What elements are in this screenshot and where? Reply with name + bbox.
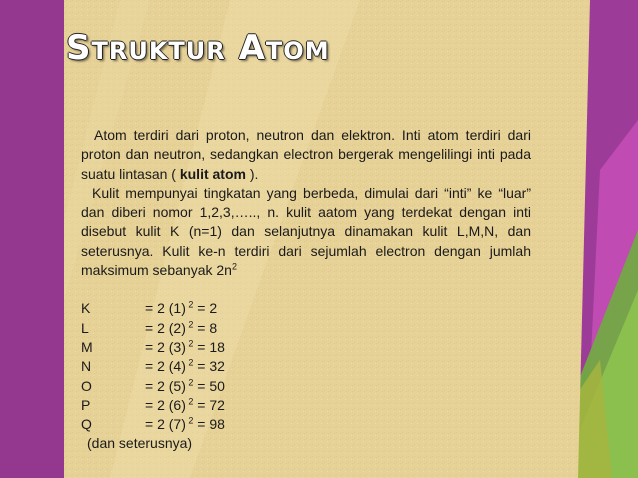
shell-formula: = 2 (6) $^2$ = 72 [145, 396, 225, 413]
shell-row-n [81, 357, 531, 376]
shell-formula: = 2 (4) $^2$ = 32 [145, 357, 225, 375]
shell-row-o [81, 377, 531, 396]
shell-name: Q [81, 416, 92, 433]
shell-name: P [81, 396, 91, 413]
paragraph-intro-end: ). [245, 165, 259, 182]
shell-row-m [81, 338, 531, 357]
shell-name: L [81, 319, 89, 336]
shell-name: N [81, 358, 92, 375]
paragraph-intro [81, 126, 531, 184]
shell-formula: = 2 (5) $^2$ = 50 [145, 376, 225, 394]
shell-list [81, 299, 531, 434]
shell-formula: = 2 (1) $^2$ = 2 [145, 299, 218, 317]
slide-body [81, 126, 531, 454]
shell-row-l [81, 319, 531, 338]
shell-row-p [81, 396, 531, 415]
slide-title: Struktur Atom [66, 28, 330, 68]
bold-term: kulit atom [179, 165, 246, 182]
paragraph-shells-text: Kulit mempunyai tingkatan yang berbeda, dimulai dari “inti” ke “luar” dan diberi nomor 1,2,3,….., n. kulit aatom yang terdekat dengan inti disebut kulit K (n=1) dan selanjutnya dinamakan kulit L,M,N, dan seterusnya. Kulit ke-n terdiri dari sejumlah electron dengan jumlah maksimum sebanyak 2n [81, 184, 531, 279]
shell-name: M [81, 338, 93, 355]
paragraph-intro-text: Atom terdiri dari proton, neutron dan elektron. Inti atom terdiri dari proton dan neutron, sedangkan electron bergerak mengelilingi inti pada suatu lintasan ( [81, 127, 531, 182]
shell-formula: = 2 (7) $^2$ = 98 [145, 415, 225, 433]
shell-name: K [81, 300, 91, 317]
paragraph-shells [81, 184, 531, 280]
shell-name: O [81, 377, 92, 394]
shell-formula: = 2 (3) $^2$ = 18 [145, 338, 225, 355]
footer-note: (dan seterusnya) [87, 435, 193, 452]
exponent: 2 [231, 261, 237, 272]
shell-row-k [81, 299, 531, 318]
shell-row-q [81, 415, 531, 434]
shell-formula: = 2 (2) $^2$ = 8 [145, 319, 218, 336]
